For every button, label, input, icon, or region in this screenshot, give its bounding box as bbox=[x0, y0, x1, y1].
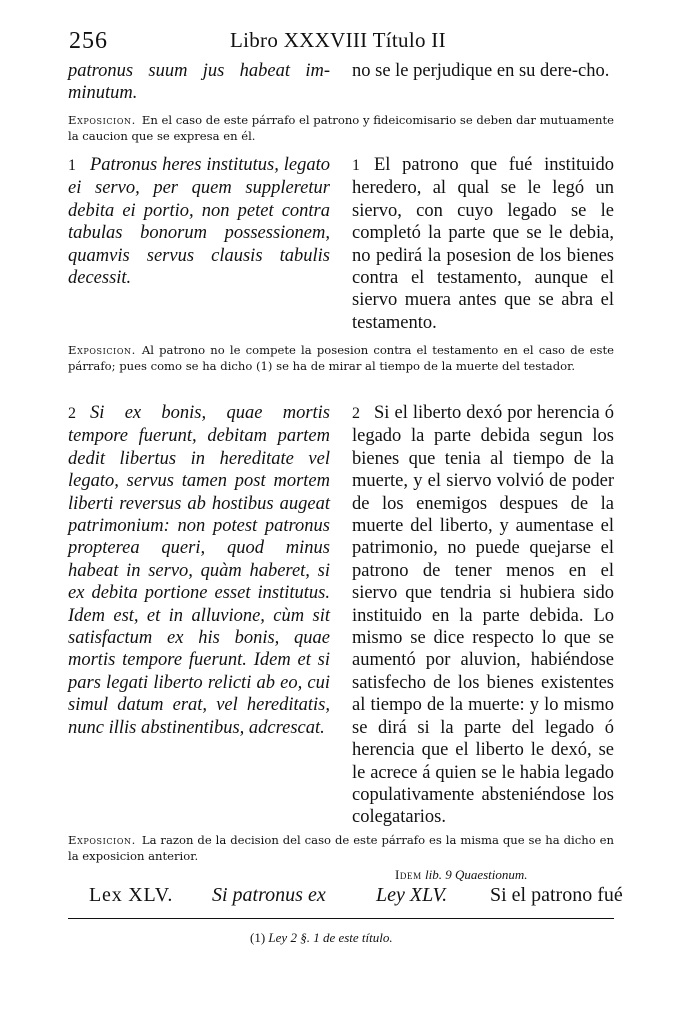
para1-number-spanish: 1 bbox=[352, 157, 360, 174]
exposition-text: En el caso de este párrafo el patrono y fideicomisario se deben dar mutuamente la caucion que se expresa en él. bbox=[68, 113, 614, 143]
source-attribution bbox=[395, 867, 528, 883]
para2-number-latin: 2 bbox=[68, 405, 76, 422]
footnote bbox=[250, 930, 393, 946]
ley-spanish-label: Ley XLV. bbox=[376, 884, 448, 906]
para1-latin-text: Patronus heres institutus, legato ei servo, per quem suppleretur debita ei portio, non petet contra tabulas bonorum possessionem, quamvis servus clausis tabulis decessit. bbox=[68, 155, 330, 289]
intro-spanish: no se le perjudique en su dere-cho. bbox=[352, 61, 610, 81]
footnote-divider bbox=[68, 918, 614, 919]
para1-spanish bbox=[352, 154, 614, 334]
footnote-text: Ley 2 §. 1 de este título. bbox=[268, 930, 393, 945]
exposition-0 bbox=[68, 113, 614, 144]
ley-spanish-text: Si el patrono fué bbox=[490, 884, 623, 906]
exposition-label: Exposicion. bbox=[68, 343, 136, 357]
para2-latin bbox=[68, 402, 330, 739]
lex-latin-label: Lex XLV. bbox=[89, 884, 174, 906]
attribution-author: Idem bbox=[395, 867, 422, 882]
page-number: 256 bbox=[69, 28, 108, 54]
exposition-label: Exposicion. bbox=[68, 113, 136, 127]
lex-heading-line bbox=[0, 884, 682, 914]
exposition-text: La razon de la decision del caso de este párrafo es la misma que se ha dicho en la exposicion anterior. bbox=[68, 833, 614, 863]
para2-spanish bbox=[352, 402, 614, 829]
attribution-work: lib. 9 Quaestionum. bbox=[424, 867, 528, 882]
exposition-2 bbox=[68, 833, 614, 864]
page-header bbox=[0, 28, 682, 56]
lex-latin-text: Si patronus ex bbox=[212, 884, 326, 906]
para2-latin-text: Si ex bonis, quae mortis tempore fuerunt, debitam partem dedit libertus in hereditate vel legato, servus tamen post mortem liberti reversus ab hostibus augeat patrimonium: non potest patronus propterea queri, quod minus habeat in servo, quàm haberet, si ex debita portione esset institutus. Idem est, et in alluvione, cùm sit satisfactum ex his bonis, quae mortis tempore fuerunt. Idem et si pars legati liberto relicti ab eo, cui simul datum erat, vel hereditatis, nunc illis abstinentibus, adcrescat. bbox=[68, 403, 330, 738]
para2-number-spanish: 2 bbox=[352, 405, 360, 422]
exposition-label: Exposicion. bbox=[68, 833, 136, 847]
exposition-text: Al patrono no le compete la posesion contra el testamento en el caso de este párrafo; pues como se ha dicho (1) se ha de mirar al tiempo de la muerte del testador. bbox=[68, 343, 614, 373]
exposition-1 bbox=[68, 343, 614, 374]
running-title: Libro XXXVIII Título II bbox=[230, 28, 446, 52]
para1-latin bbox=[68, 154, 330, 289]
footnote-marker: (1) bbox=[250, 930, 266, 945]
para2-spanish-text: Si el liberto dexó por herencia ó legado la parte debida segun los bienes que tenia al tiempo de la muerte, y el siervo volvió de poder de los enemigos despues de la muerte del liberto, y aumentase el patrimonio, no puede quejarse el patrono de tener menos en el siervo que tendria si hubiera sido instituido en la parte debida. Lo mismo se dice respecto lo que se aumentó por aluvion, habiéndose satisfecho de los bienes existentes al tiempo de la muerte: y lo mismo se dirá si la parte del legado ó herencia que el liberto le dexó, se le acrece á quien se le habia legado copulativamente absteniéndose los colegatarios. bbox=[352, 403, 614, 828]
intro-latin: patronus suum jus habeat im-minutum. bbox=[68, 61, 330, 104]
para1-number-latin: 1 bbox=[68, 157, 76, 174]
para1-spanish-text: El patrono que fué instituido heredero, al qual se le legó un siervo, con cuyo legado se le completó la parte que se le debia, no pedirá la posesion de los bienes contra el testamento, aunque el siervo muera antes que se abra el testamento. bbox=[352, 155, 614, 333]
